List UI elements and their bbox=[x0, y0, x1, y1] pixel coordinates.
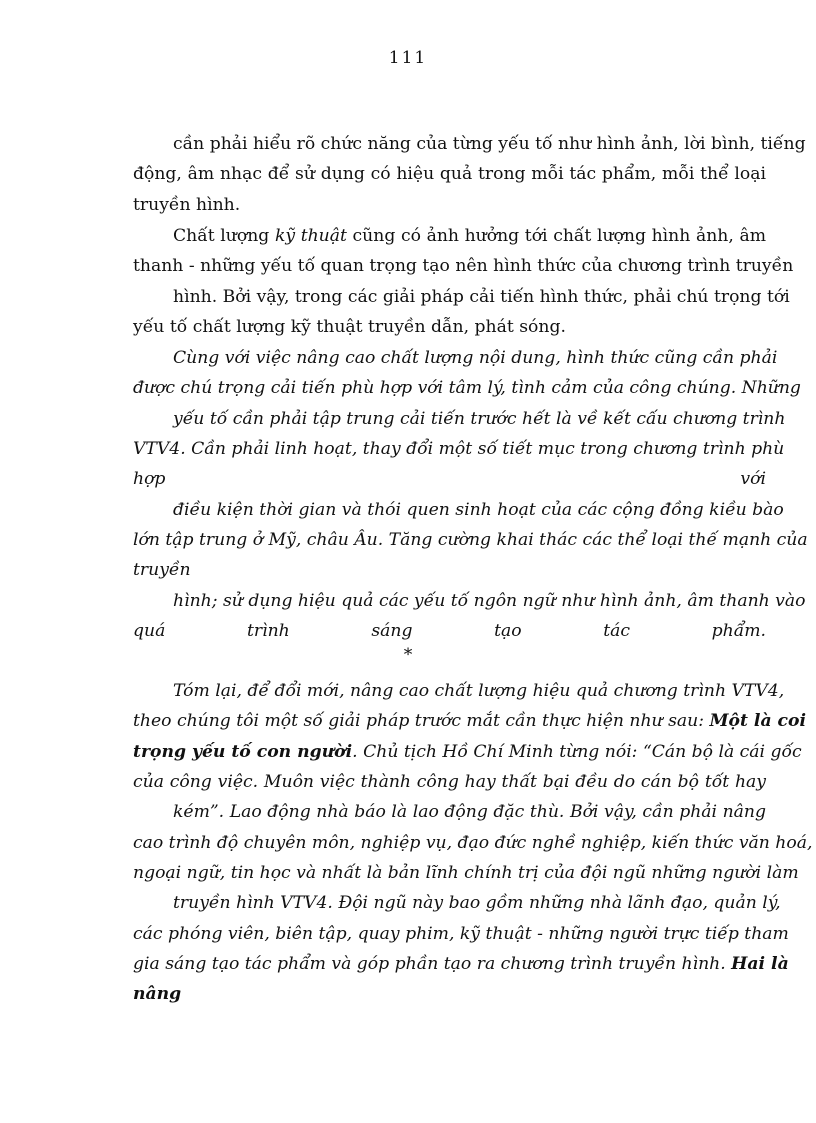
text-line: quá trình sáng tạo tác phẩm. bbox=[133, 621, 766, 641]
text-line: hình. Bởi vậy, trong các giải pháp cải tiến hình thức, phải chú trọng tới bbox=[173, 287, 790, 307]
text-line: Chất lượng kỹ thuật cũng có ảnh hưởng tới chất lượng hình ảnh, âm bbox=[173, 226, 766, 246]
text-line: hợp với bbox=[133, 469, 766, 489]
page-number: 111 bbox=[388, 48, 428, 68]
text-line: của công việc. Muôn việc thành công hay thất bại đều do cán bộ tốt hay bbox=[133, 772, 766, 792]
text-line: gia sáng tạo tác phẩm và góp phần tạo ra chương trình truyền hình. Hai là bbox=[133, 954, 789, 974]
text-line: VTV4. Cần phải linh hoạt, thay đổi một số tiết mục trong chương trình phù bbox=[133, 439, 785, 459]
text-line: động, âm nhạc để sử dụng có hiệu quả trong mỗi tác phẩm, mỗi thể loại bbox=[133, 164, 766, 184]
text-line: truyền hình VTV4. Đội ngũ này bao gồm những nhà lãnh đạo, quản lý, bbox=[173, 893, 781, 913]
text-line: yếu tố cần phải tập trung cải tiến trước hết là về kết cấu chương trình bbox=[173, 409, 786, 429]
text-line: cần phải hiểu rõ chức năng của từng yếu tố như hình ảnh, lời bình, tiếng bbox=[173, 134, 806, 154]
text-line: cao trình độ chuyên môn, nghiệp vụ, đạo đức nghề nghiệp, kiến thức văn hoá, bbox=[133, 833, 813, 853]
text-line: trọng yếu tố con người. Chủ tịch Hồ Chí Minh từng nói: “Cán bộ là cái gốc bbox=[133, 742, 802, 762]
text-line: kém”. Lao động nhà báo là lao động đặc thù. Bởi vậy, cần phải nâng bbox=[173, 802, 766, 822]
text-line: được chú trọng cải tiến phù hợp với tâm lý, tình cảm của công chúng. Những bbox=[133, 378, 801, 398]
text-line: truyền hình. bbox=[133, 195, 241, 215]
section-separator: * bbox=[403, 645, 413, 665]
text-line: nâng bbox=[133, 984, 182, 1004]
text-line: thanh - những yếu tố quan trọng tạo nên hình thức của chương trình truyền bbox=[133, 256, 794, 276]
text-line: lớn tập trung ở Mỹ, châu Âu. Tăng cường khai thác các thể loại thế mạnh của bbox=[133, 530, 808, 550]
text-line: theo chúng tôi một số giải pháp trước mắt cần thực hiện như sau: Một là coi bbox=[133, 711, 807, 731]
text-line: các phóng viên, biên tập, quay phim, kỹ thuật - những người trực tiếp tham bbox=[133, 924, 789, 944]
text-line: điều kiện thời gian và thói quen sinh hoạt của các cộng đồng kiều bào bbox=[173, 500, 784, 520]
text-line: truyền bbox=[133, 560, 191, 580]
text-line: ngoại ngữ, tin học và nhất là bản lĩnh chính trị của đội ngũ những người làm bbox=[133, 863, 799, 883]
text-line: yếu tố chất lượng kỹ thuật truyền dẫn, phát sóng. bbox=[133, 317, 566, 337]
text-line: Tóm lại, để đổi mới, nâng cao chất lượng hiệu quả chương trình VTV4, bbox=[173, 681, 785, 701]
text-line: hình; sử dụng hiệu quả các yếu tố ngôn ngữ như hình ảnh, âm thanh vào bbox=[173, 591, 806, 611]
text-line: Cùng với việc nâng cao chất lượng nội dung, hình thức cũng cần phải bbox=[173, 348, 778, 368]
